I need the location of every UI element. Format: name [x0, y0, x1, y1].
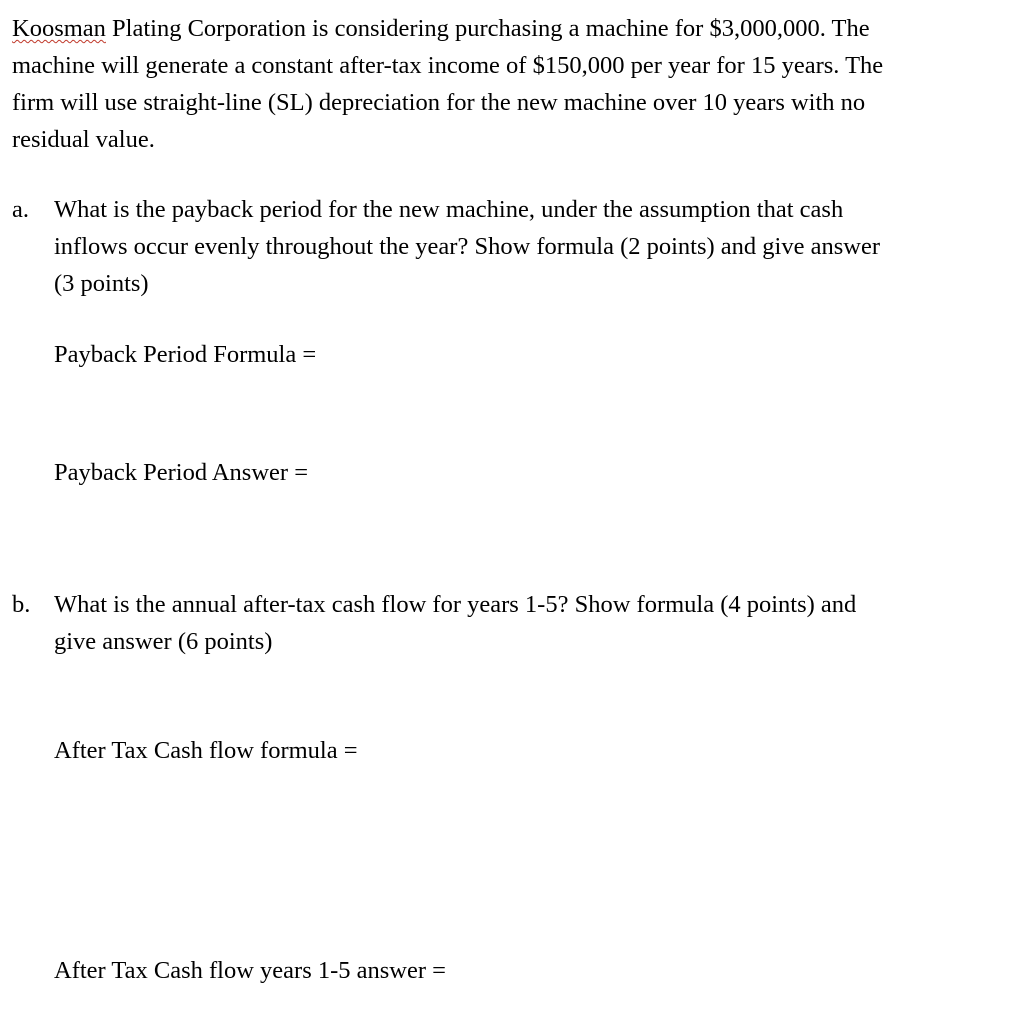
question-a-marker: a. [12, 196, 29, 223]
question-a-text [54, 191, 1004, 302]
problem-line-3: firm will use straight-line (SL) depreciation for the new machine over 10 years with no [12, 89, 866, 116]
payback-answer-label: Payback Period Answer = [54, 459, 309, 486]
payback-formula-label: Payback Period Formula = [54, 341, 317, 368]
cash-flow-formula-label: After Tax Cash flow formula = [54, 737, 358, 764]
question-a-line-3: (3 points) [54, 270, 149, 297]
question-a-line-1: What is the payback period for the new machine, under the assumption that cash [54, 196, 844, 223]
question-b-line-1: What is the annual after-tax cash flow for years 1-5? Show formula (4 points) and [54, 591, 857, 618]
question-b-line-2: give answer (6 points) [54, 628, 273, 655]
cash-flow-answer-label: After Tax Cash flow years 1-5 answer = [54, 957, 446, 984]
question-b-marker: b. [12, 591, 31, 618]
problem-line-2: machine will generate a constant after-tax income of $150,000 per year for 15 years. The [12, 52, 884, 79]
question-a-line-2: inflows occur evenly throughout the year? Show formula (2 points) and give answer [54, 233, 880, 260]
company-name-misspelled: Koosman [12, 15, 106, 42]
problem-line-4: residual value. [12, 126, 155, 153]
question-b-text [54, 586, 1004, 660]
problem-line-1: Koosman Plating Corporation is considering purchasing a machine for $3,000,000. The [12, 15, 870, 42]
problem-statement [12, 10, 1012, 158]
